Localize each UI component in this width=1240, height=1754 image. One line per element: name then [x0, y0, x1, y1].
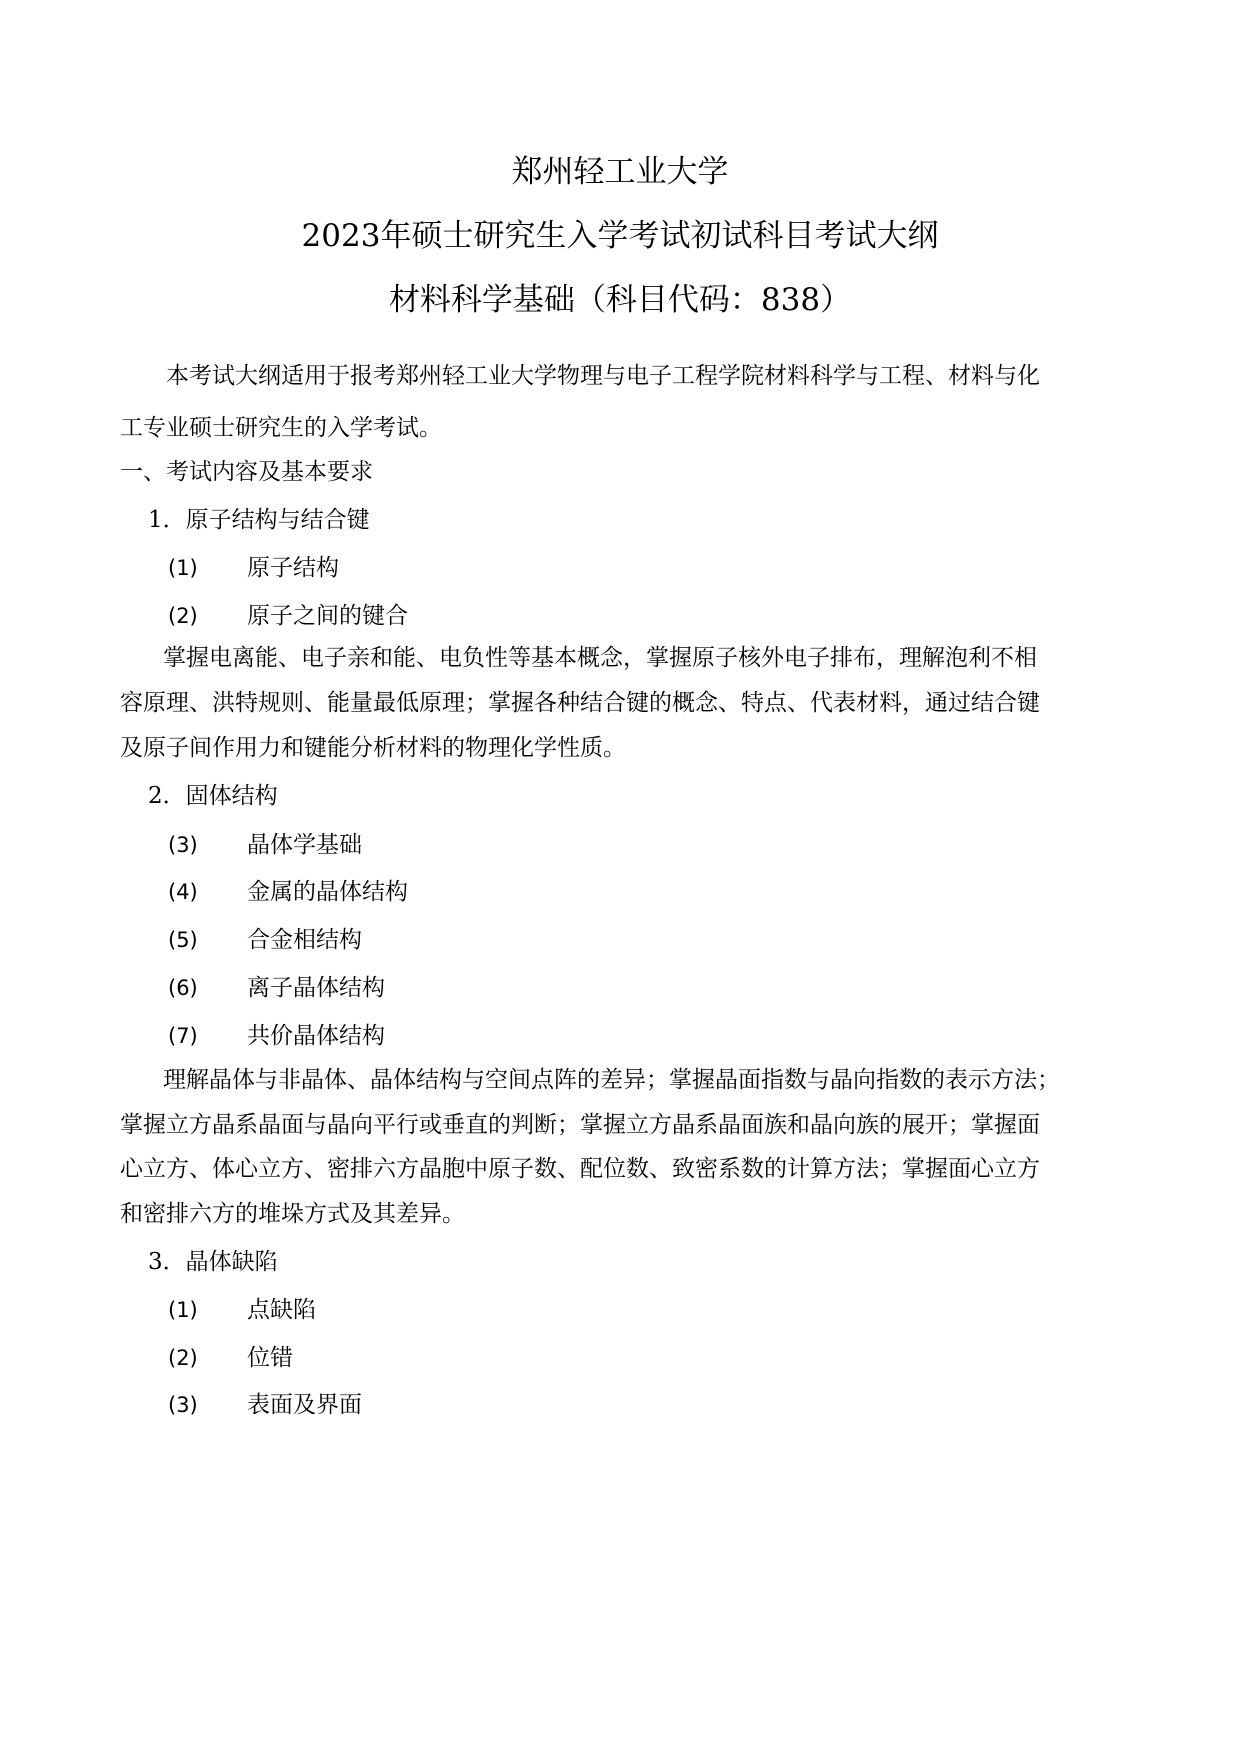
- item-number: (2): [168, 604, 198, 628]
- item-text: 表面及界面: [247, 1392, 362, 1418]
- item-text: 位错: [247, 1345, 293, 1371]
- requirement-line: 容原理、洪特规则、能量最低原理；掌握各种结合键的概念、特点、代表材料，通过结合键: [120, 690, 1040, 716]
- item-number: (7): [168, 1024, 198, 1048]
- item-text: 点缺陷: [247, 1297, 316, 1323]
- item-text: 原子结构: [247, 555, 339, 581]
- item-text: 金属的晶体结构: [247, 879, 408, 905]
- item-number: (3): [168, 1393, 198, 1417]
- requirement-line: 掌握电离能、电子亲和能、电负性等基本概念，掌握原子核外电子排布，理解泡利不相: [163, 645, 1037, 671]
- requirement-line: 及原子间作用力和键能分析材料的物理化学性质。: [120, 735, 626, 761]
- university-title: 郑州轻工业大学: [511, 154, 729, 190]
- item-number: (5): [168, 928, 198, 952]
- item-number: (1): [168, 556, 198, 580]
- item-text: 共价晶体结构: [247, 1023, 385, 1049]
- requirement-line: 和密排六方的堆垛方式及其差异。: [120, 1201, 465, 1227]
- topic-heading: 2．固体结构: [148, 783, 278, 809]
- item-number: (3): [168, 833, 198, 857]
- subject-title: 材料科学基础（科目代码：838）: [388, 282, 852, 318]
- item-number: (6): [168, 976, 198, 1000]
- item-text: 晶体学基础: [247, 832, 362, 858]
- requirement-line: 掌握立方晶系晶面与晶向平行或垂直的判断；掌握立方晶系晶面族和晶向族的展开；掌握面: [120, 1112, 1040, 1138]
- item-number: (2): [168, 1346, 198, 1370]
- item-text: 离子晶体结构: [247, 975, 385, 1001]
- exam-title: 2023年硕士研究生入学考试初试科目考试大纲: [301, 218, 939, 254]
- intro-line-1: 本考试大纲适用于报考郑州轻工业大学物理与电子工程学院材料科学与工程、材料与化: [166, 363, 1040, 389]
- requirement-line: 心立方、体心立方、密排六方晶胞中原子数、配位数、致密系数的计算方法；掌握面心立方: [120, 1156, 1040, 1182]
- intro-line-2: 工专业硕士研究生的入学考试。: [120, 415, 442, 441]
- item-text: 合金相结构: [247, 927, 362, 953]
- requirement-line: 理解晶体与非晶体、晶体结构与空间点阵的差异；掌握晶面指数与晶向指数的表示方法；: [163, 1067, 1060, 1093]
- item-text: 原子之间的键合: [247, 603, 408, 629]
- section-heading: 一、考试内容及基本要求: [120, 459, 373, 485]
- item-number: (1): [168, 1298, 198, 1322]
- item-number: (4): [168, 880, 198, 904]
- topic-heading: 3．晶体缺陷: [148, 1249, 278, 1275]
- topic-heading: 1．原子结构与结合键: [148, 507, 370, 533]
